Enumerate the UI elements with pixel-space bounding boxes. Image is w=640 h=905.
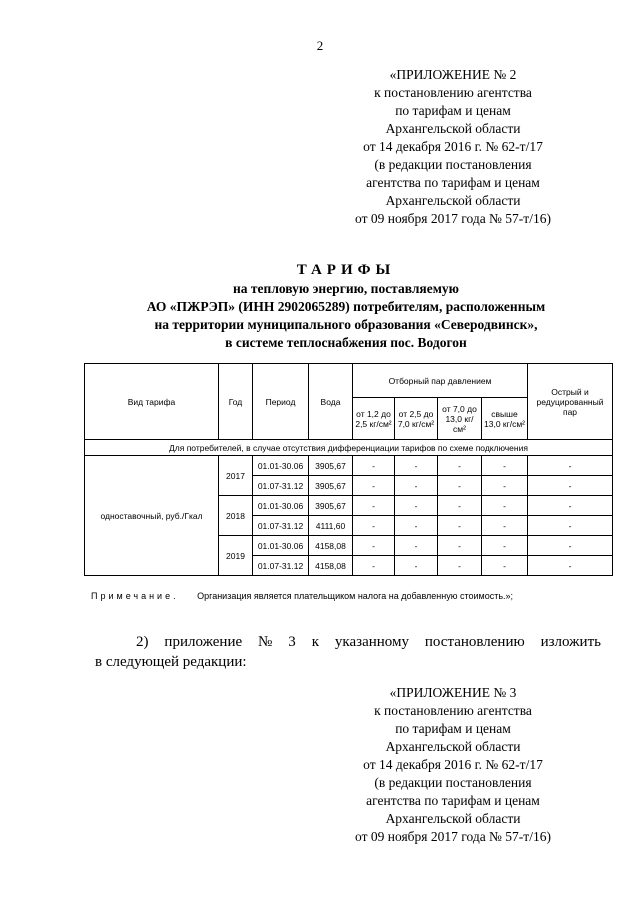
appendix-header-3 xyxy=(320,684,586,846)
steam-cell: - xyxy=(482,516,528,536)
water-cell: 4158,08 xyxy=(309,536,353,556)
title-line: АО «ПЖРЭП» (ИНН 2902065289) потребителям, расположенным xyxy=(146,299,546,314)
sharp-steam-cell: - xyxy=(528,556,613,576)
steam-cell: - xyxy=(353,476,395,496)
steam-cell: - xyxy=(482,556,528,576)
steam-cell: - xyxy=(395,476,438,496)
year-cell: 2017 xyxy=(219,456,253,496)
steam-cell: - xyxy=(482,536,528,556)
steam-cell: - xyxy=(353,556,395,576)
steam-cell: - xyxy=(482,456,528,476)
appendix-header-2 xyxy=(320,66,586,228)
water-cell: 3905,67 xyxy=(309,456,353,476)
appendix-line: от 14 декабря 2016 г. № 62-т/17 xyxy=(363,757,543,772)
header-steam-3: от 7,0 до 13,0 кг/см² xyxy=(438,398,482,440)
note xyxy=(91,591,621,601)
paragraph-first-line xyxy=(95,632,601,652)
appendix-line: по тарифам и ценам xyxy=(395,103,511,118)
paragraph-second-line: в следующей редакции: xyxy=(95,654,247,670)
header-period: Период xyxy=(253,364,309,440)
paragraph-word: к xyxy=(311,634,319,650)
steam-cell: - xyxy=(482,476,528,496)
header-steam-1: от 1,2 до 2,5 кг/см² xyxy=(353,398,395,440)
period-cell: 01.07-31.12 xyxy=(253,476,309,496)
steam-cell: - xyxy=(353,516,395,536)
appendix-line: «ПРИЛОЖЕНИЕ № 2 xyxy=(389,67,517,82)
sharp-steam-cell: - xyxy=(528,476,613,496)
steam-cell: - xyxy=(438,496,482,516)
appendix-line: Архангельской области xyxy=(385,739,521,754)
header-sharp-steam: Острый и редуцированный пар xyxy=(528,364,613,440)
paragraph-word: изложить xyxy=(540,634,601,650)
appendix-line: Архангельской области xyxy=(385,193,521,208)
steam-cell: - xyxy=(353,536,395,556)
period-cell: 01.01-30.06 xyxy=(253,456,309,476)
appendix-line: агентства по тарифам и ценам xyxy=(366,175,540,190)
sharp-steam-cell: - xyxy=(528,536,613,556)
steam-cell: - xyxy=(353,456,395,476)
appendix-line: (в редакции постановления xyxy=(374,157,532,172)
appendix-line: (в редакции постановления xyxy=(374,775,532,790)
water-cell: 4158,08 xyxy=(309,556,353,576)
steam-cell: - xyxy=(438,456,482,476)
note-text: Организация является плательщиком налога на добавленную стоимость.»; xyxy=(197,591,514,601)
document-title xyxy=(80,260,612,352)
header-steam-2: от 2,5 до 7,0 кг/см² xyxy=(395,398,438,440)
year-cell: 2018 xyxy=(219,496,253,536)
page-number: 2 xyxy=(316,38,324,53)
appendix-line: от 09 ноября 2017 года № 57-т/16) xyxy=(355,829,551,844)
header-year: Год xyxy=(219,364,253,440)
appendix-line: к постановлению агентства xyxy=(374,85,532,100)
steam-cell: - xyxy=(395,456,438,476)
steam-cell: - xyxy=(438,516,482,536)
appendix-line: Архангельской области xyxy=(385,811,521,826)
title-line: в системе теплоснабжения пос. Водогон xyxy=(225,335,467,350)
group-label: Для потребителей, в случае отсутствия дифференциации тарифов по схеме подключения xyxy=(85,440,613,456)
paragraph-word: постановлению xyxy=(424,634,525,650)
appendix-line: от 09 ноября 2017 года № 57-т/16) xyxy=(355,211,551,226)
period-cell: 01.01-30.06 xyxy=(253,536,309,556)
sharp-steam-cell: - xyxy=(528,496,613,516)
period-cell: 01.07-31.12 xyxy=(253,556,309,576)
tariff-table xyxy=(84,363,613,576)
sharp-steam-cell: - xyxy=(528,516,613,536)
tariff-name: одноставочный, руб./Гкал xyxy=(85,456,219,576)
steam-cell: - xyxy=(482,496,528,516)
appendix-line: агентства по тарифам и ценам xyxy=(366,793,540,808)
header-steam-4: свыше 13,0 кг/см² xyxy=(482,398,528,440)
header-steam-group: Отборный пар давлением xyxy=(353,364,528,398)
water-cell: 3905,67 xyxy=(309,496,353,516)
water-cell: 4111,60 xyxy=(309,516,353,536)
title-line: на территории муниципального образования «Северодвинск», xyxy=(154,317,538,332)
period-cell: 01.01-30.06 xyxy=(253,496,309,516)
appendix-line: по тарифам и ценам xyxy=(395,721,511,736)
title-line: на тепловую энергию, поставляемую xyxy=(233,281,459,296)
appendix-line: от 14 декабря 2016 г. № 62-т/17 xyxy=(363,139,543,154)
steam-cell: - xyxy=(395,496,438,516)
year-cell: 2019 xyxy=(219,536,253,576)
amendment-paragraph xyxy=(95,632,601,672)
header-water: Вода xyxy=(309,364,353,440)
sharp-steam-cell: - xyxy=(528,456,613,476)
appendix-line: к постановлению агентства xyxy=(374,703,532,718)
appendix-line: «ПРИЛОЖЕНИЕ № 3 xyxy=(389,685,517,700)
title-main: ТАРИФЫ xyxy=(296,262,396,278)
steam-cell: - xyxy=(353,496,395,516)
paragraph-word: 3 xyxy=(288,634,296,650)
header-tariff-type: Вид тарифа xyxy=(85,364,219,440)
steam-cell: - xyxy=(438,476,482,496)
paragraph-word: 2) xyxy=(136,634,149,650)
table-row xyxy=(85,456,613,476)
note-label: Примечание. xyxy=(91,591,179,601)
period-cell: 01.07-31.12 xyxy=(253,516,309,536)
steam-cell: - xyxy=(395,516,438,536)
steam-cell: - xyxy=(438,536,482,556)
water-cell: 3905,67 xyxy=(309,476,353,496)
steam-cell: - xyxy=(438,556,482,576)
steam-cell: - xyxy=(395,536,438,556)
steam-cell: - xyxy=(395,556,438,576)
paragraph-word: № xyxy=(258,634,273,650)
paragraph-word: указанному xyxy=(334,634,409,650)
paragraph-word: приложение xyxy=(164,634,243,650)
appendix-line: Архангельской области xyxy=(385,121,521,136)
